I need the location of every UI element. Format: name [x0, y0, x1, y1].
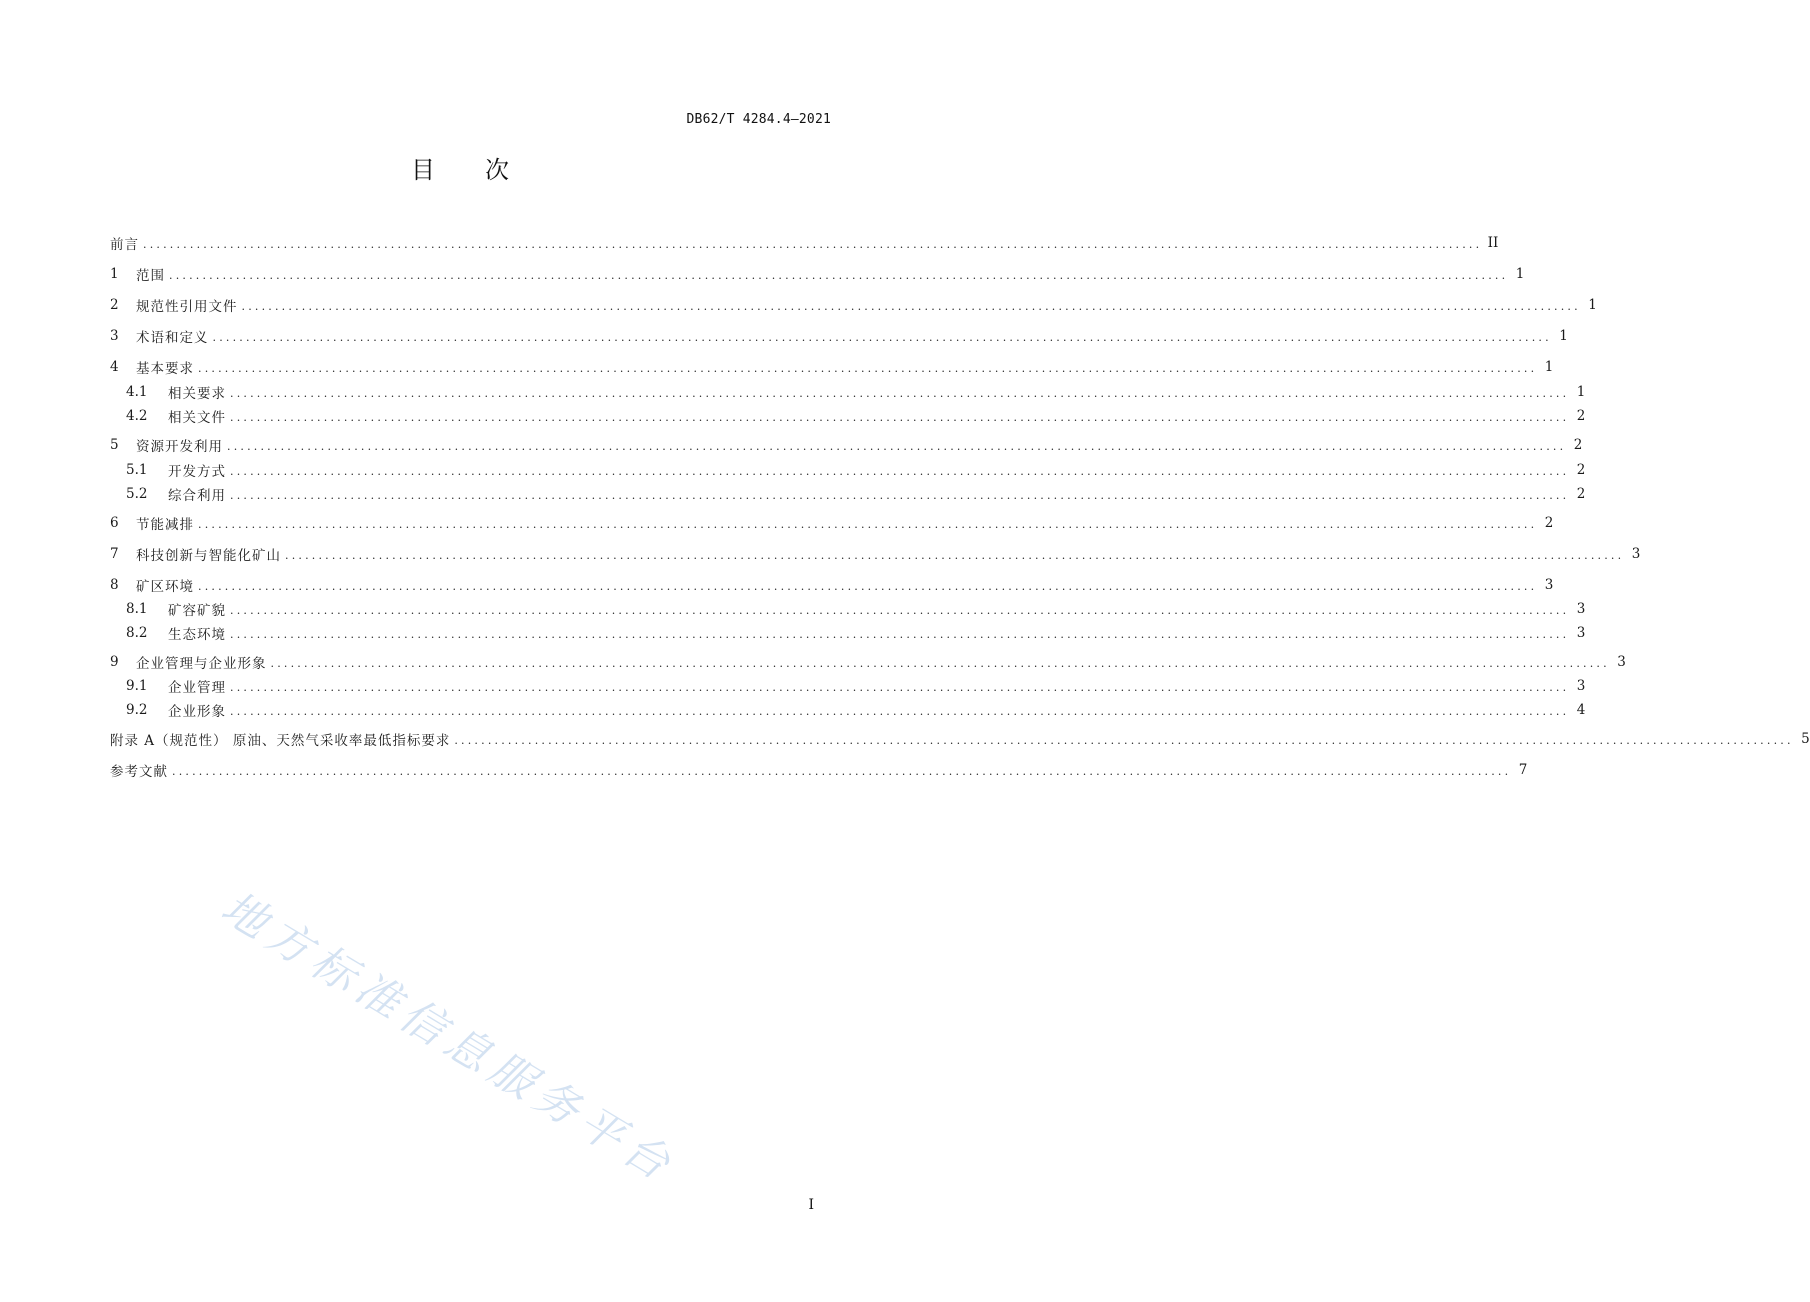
toc-leader-dots: ........................................................................................................................................................................................................ [172, 765, 1512, 778]
toc-entry-5[interactable] [110, 434, 1583, 456]
toc-entry-7[interactable] [110, 543, 1641, 565]
toc-leader-dots: ........................................................................................................................................................................................................ [198, 580, 1538, 593]
toc-title [0, 150, 920, 185]
toc-entry-2[interactable] [110, 294, 1597, 316]
toc-entry-number: 1 [110, 266, 119, 282]
toc-leader-dots: ........................................................................................................................................................................................................ [198, 362, 1538, 375]
toc-entry-page: 3 [1631, 546, 1641, 562]
toc-entry-number: 4.1 [126, 384, 148, 400]
toc-entry-label: 相关要求 [168, 386, 226, 402]
toc-entry-page: 1 [1515, 266, 1525, 282]
toc-entry-number: 8 [110, 577, 119, 593]
toc-leader-dots: ........................................................................................................................................................................................................ [230, 705, 1570, 718]
toc-leader-dots: ........................................................................................................................................................................................................ [169, 269, 1509, 282]
toc-leader-dots: ........................................................................................................................................................................................................ [227, 440, 1567, 453]
toc-leader-dots: ........................................................................................................................................................................................................ [230, 489, 1570, 502]
toc-entry-label: 企业管理 [168, 680, 226, 696]
toc-entry-number: 4.2 [126, 408, 148, 424]
toc-entry-page: 1 [1576, 384, 1586, 400]
toc-leader-dots: ........................................................................................................................................................................................................ [241, 300, 1581, 313]
toc-entry-page: 2 [1573, 437, 1583, 453]
toc-entry-3[interactable] [110, 325, 1568, 347]
toc-entry-label: 规范性引用文件 [136, 299, 238, 315]
toc-entry-page: 1 [1588, 297, 1597, 313]
toc-entry-page: 3 [1576, 625, 1586, 641]
toc-entry-number: 9.2 [126, 702, 148, 718]
toc-entry-label: 生态环境 [168, 627, 226, 643]
toc-entry-label: 企业管理与企业形象 [136, 656, 267, 672]
toc-entry-number: 5.1 [126, 462, 148, 478]
toc-entry-1[interactable] [110, 263, 1525, 285]
toc-entry-page: 1 [1544, 359, 1554, 375]
toc-entry-appendix-a[interactable] [110, 728, 1810, 750]
toc-entry-number: 6 [110, 515, 119, 531]
toc-entry-label: 矿容矿貌 [168, 603, 226, 619]
toc-entry-page: 3 [1576, 601, 1586, 617]
toc-entry-page: 3 [1544, 577, 1554, 593]
toc-entry-8-2[interactable] [126, 622, 1586, 644]
toc-leader-dots: ........................................................................................................................................................................................................ [230, 411, 1570, 424]
toc-entry-label: 节能减排 [136, 517, 194, 533]
toc-entry-4[interactable] [110, 356, 1554, 378]
toc-entry-8[interactable] [110, 574, 1554, 596]
toc-leader-dots: ........................................................................................................................................................................................................ [285, 549, 1625, 562]
toc-leader-dots: ........................................................................................................................................................................................................ [230, 387, 1570, 400]
toc-entry-label: 综合利用 [168, 488, 226, 504]
toc-entry-label: 企业形象 [168, 704, 226, 720]
toc-entry-label: 前言 [110, 237, 139, 253]
toc-entry-number: 3 [110, 328, 119, 344]
toc-leader-dots: ........................................................................................................................................................................................................ [143, 238, 1483, 251]
toc-entry-page: 3 [1617, 654, 1626, 670]
toc-leader-dots: ........................................................................................................................................................................................................ [230, 628, 1570, 641]
toc-entry-number: 5.2 [126, 486, 148, 502]
toc-entry-page: 3 [1576, 678, 1586, 694]
page-number: I [808, 1197, 814, 1213]
toc-entry-number: 9 [110, 654, 119, 670]
toc-leader-dots: ........................................................................................................................................................................................................ [230, 465, 1570, 478]
document-code: DB62/T 4284.4—2021 [686, 112, 831, 127]
toc-entry-page: 2 [1576, 486, 1586, 502]
toc-leader-dots: ........................................................................................................................................................................................................ [198, 518, 1538, 531]
toc-entry-number: 9.1 [126, 678, 148, 694]
toc-entry-9-1[interactable] [126, 675, 1586, 697]
toc-entry-page: 4 [1576, 702, 1586, 718]
toc-entry-page: 2 [1544, 515, 1554, 531]
toc-entry-page: 5 [1801, 731, 1810, 747]
toc-leader-dots: ........................................................................................................................................................................................................ [230, 681, 1570, 694]
toc-entry-label: 资源开发利用 [136, 439, 223, 455]
toc-entry-label: 科技创新与智能化矿山 [136, 548, 281, 564]
toc-entry-4-2[interactable] [126, 405, 1586, 427]
toc-entry-number: 7 [110, 546, 119, 562]
toc-entry-foreword[interactable] [110, 232, 1499, 254]
toc-leader-dots: ........................................................................................................................................................................................................ [230, 604, 1570, 617]
toc-entry-page: 7 [1518, 762, 1528, 778]
toc-entry-number: 8.1 [126, 601, 148, 617]
toc-entry-page: II [1487, 235, 1499, 251]
toc-entry-number: 5 [110, 437, 119, 453]
watermark: 地方标准信息服务平台 [212, 881, 685, 1194]
toc-entry-number: 4 [110, 359, 119, 375]
toc-entry-number: 8.2 [126, 625, 148, 641]
toc-entry-6[interactable] [110, 512, 1554, 534]
toc-entry-number: 2 [110, 297, 119, 313]
toc-entry-label: 附录 A（规范性） 原油、天然气采收率最低指标要求 [110, 733, 451, 749]
toc-leader-dots: ........................................................................................................................................................................................................ [454, 734, 1794, 747]
toc-entry-9-2[interactable] [126, 699, 1586, 721]
toc-entry-page: 1 [1559, 328, 1568, 344]
toc-entry-label: 基本要求 [136, 361, 194, 377]
toc-entry-label: 矿区环境 [136, 579, 194, 595]
toc-leader-dots: ........................................................................................................................................................................................................ [270, 657, 1610, 670]
toc-entry-5-1[interactable] [126, 459, 1586, 481]
toc-entry-8-1[interactable] [126, 598, 1586, 620]
toc-entry-bibliography[interactable] [110, 759, 1528, 781]
toc-entry-page: 2 [1576, 408, 1586, 424]
toc-entry-label: 范围 [136, 268, 165, 284]
toc-entry-label: 相关文件 [168, 410, 226, 426]
toc-leader-dots: ........................................................................................................................................................................................................ [212, 331, 1552, 344]
toc-entry-label: 开发方式 [168, 464, 226, 480]
toc-entry-4-1[interactable] [126, 381, 1586, 403]
toc-title-left: 目 [411, 156, 435, 184]
toc-entry-page: 2 [1576, 462, 1586, 478]
toc-title-right: 次 [485, 156, 509, 184]
toc-entry-9[interactable] [110, 651, 1626, 673]
toc-entry-5-2[interactable] [126, 483, 1586, 505]
toc-entry-label: 参考文献 [110, 764, 168, 780]
toc-entry-label: 术语和定义 [136, 330, 209, 346]
